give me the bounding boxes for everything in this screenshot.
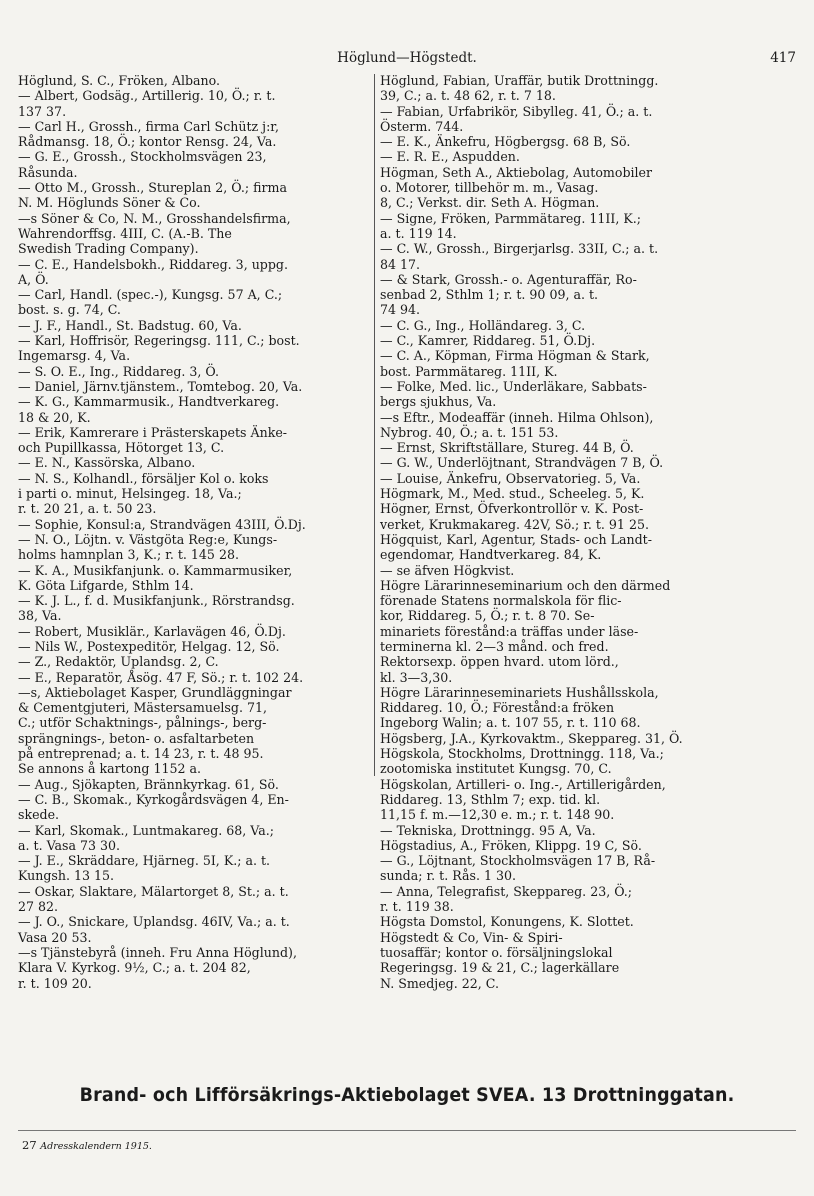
directory-entry-line: — Karl, Skomak., Luntmakareg. 68, Va.; — [18, 822, 275, 838]
directory-entry-line: sunda; r. t. Rås. 1 30. — [380, 868, 517, 884]
directory-entry-line: — Folke, Med. lic., Underläkare, Sabbats- — [380, 378, 647, 394]
directory-entry-line: Högsberg, J.A., Kyrkovaktm., Skeppareg. 31, Ö. — [380, 730, 683, 746]
directory-entry-line: — J. F., Handl., St. Badstug. 60, Va. — [18, 317, 242, 333]
directory-entry-line: N. M. Höglunds Söner & Co. — [18, 195, 201, 211]
directory-entry-line: — N. S., Kolhandl., försäljer Kol o. koks — [18, 470, 269, 486]
running-title: Höglund—Högstedt. — [337, 50, 477, 66]
directory-entry-line: verket, Krukmakareg. 42V, Sö.; r. t. 91 25. — [380, 516, 649, 532]
page-header — [18, 50, 796, 70]
directory-entry-line: a. t. 119 14. — [380, 225, 457, 241]
directory-entry-line: 137 37. — [18, 103, 67, 119]
directory-entry-line: — Ernst, Skriftställare, Stureg. 44 B, Ö. — [380, 440, 634, 456]
directory-entry-line: i parti o. minut, Helsingeg. 18, Va.; — [18, 486, 242, 502]
directory-entry-line: senbad 2, Sthlm 1; r. t. 90 09, a. t. — [380, 287, 599, 303]
directory-entry-line: & Cementgjuteri, Mästersamuelsg. 71, — [18, 700, 267, 716]
directory-entry-line: Högskolan, Artilleri- o. Ing.-, Artillerigården, — [380, 776, 666, 792]
directory-entry-line: 74 94. — [380, 302, 421, 318]
directory-entry-line: minariets förestånd:a träffas under läse- — [380, 623, 639, 639]
footer-label: Adresskalendern 1915. — [40, 1141, 152, 1152]
directory-entry-line: — se äfven Högkvist. — [380, 562, 515, 578]
directory-entry-line: — Karl, Hoffrisör, Regeringsg. 111, C.; bost. — [18, 333, 300, 349]
directory-entry-line: — K. A., Musikfanjunk. o. Kammarmusiker, — [18, 562, 293, 578]
directory-entry-line: Ingemarsg. 4, Va. — [18, 348, 131, 364]
directory-entry-line: kor, Riddareg. 5, Ö.; r. t. 8 70. Se- — [380, 608, 595, 624]
directory-entry-line: Ingeborg Walin; a. t. 107 55, r. t. 110 68. — [380, 715, 641, 731]
directory-entry-line: Högre Lärarinneseminariets Hushållsskola, — [380, 684, 659, 700]
directory-entry-line: — Albert, Godsäg., Artillerig. 10, Ö.; r. t. — [18, 88, 276, 104]
directory-entry-line: — J. O., Snickare, Uplandsg. 46IV, Va.; a. t. — [18, 914, 290, 930]
directory-entry-line: 38, Va. — [18, 608, 62, 624]
directory-entry-line: bost. Parmmätareg. 11II, K. — [380, 363, 558, 379]
directory-entry-line: 27 82. — [18, 899, 59, 915]
directory-entry-line: — Z., Redaktör, Uplandsg. 2, C. — [18, 654, 219, 670]
directory-entry-line: r. t. 20 21, a. t. 50 23. — [18, 501, 157, 517]
directory-entry-line: — Carl, Handl. (spec.-), Kungsg. 57 A, C.; — [18, 287, 283, 303]
directory-entry-line: 84 17. — [380, 256, 421, 272]
directory-entry-line: — Sophie, Konsul:a, Strandvägen 43III, Ö.Dj. — [18, 516, 306, 532]
directory-entry-line: Råsunda. — [18, 164, 78, 180]
directory-entry-line: — E., Reparatör, Åsög. 47 F, Sö.; r. t. 102 24. — [18, 669, 304, 685]
directory-entry-line: Högstadius, A., Fröken, Klippg. 19 C, Sö. — [380, 837, 642, 853]
directory-entry-line: —s, Aktiebolaget Kasper, Grundläggningar — [18, 684, 292, 700]
directory-entry-line: — E. R. E., Aspudden. — [380, 149, 520, 165]
left-column — [18, 73, 370, 991]
directory-entry-line: sprängnings-, beton- o. asfaltarbeten — [18, 730, 255, 746]
directory-entry-line: terminerna kl. 2—3 månd. och fred. — [380, 638, 609, 654]
directory-entry-line: — C. G., Ing., Holländareg. 3, C. — [380, 317, 586, 333]
directory-entry-line: Riddareg. 10, Ö.; Förestånd:a fröken — [380, 700, 615, 716]
directory-entry-line: Regeringsg. 19 & 21, C.; lagerkällare — [380, 960, 620, 976]
directory-entry-line: bergs sjukhus, Va. — [380, 394, 497, 410]
directory-entry-line: 8, C.; Verkst. dir. Seth A. Högman. — [380, 195, 600, 211]
page-footer — [22, 1138, 152, 1152]
directory-entry-line: o. Motorer, tillbehör m. m., Vasag. — [380, 180, 599, 196]
directory-entry-line: egendomar, Handtverkareg. 84, K. — [380, 547, 602, 563]
directory-entry-line: —s Eftr., Modeaffär (inneh. Hilma Ohlson), — [380, 409, 654, 425]
directory-entry-line: a. t. Vasa 73 30. — [18, 837, 121, 853]
directory-entry-line: — Erik, Kamrerare i Prästerskapets Änke- — [18, 424, 288, 440]
directory-entry-line: 39, C.; a. t. 48 62, r. t. 7 18. — [380, 88, 556, 104]
footer-divider — [18, 1130, 796, 1131]
directory-entry-line: Höglund, S. C., Fröken, Albano. — [18, 73, 221, 88]
advertisement-banner: Brand- och Lifförsäkrings-Aktiebolaget SVEA. 13 Drottninggatan. — [79, 1084, 735, 1106]
directory-entry-line: på entreprenad; a. t. 14 23, r. t. 48 95. — [18, 746, 264, 762]
directory-entry-line: Wahrendorffsg. 4III, C. (A.-B. The — [18, 225, 232, 241]
directory-entry-line: — C., Kamrer, Riddareg. 51, Ö.Dj. — [380, 333, 596, 349]
directory-entry-line: — E. K., Änkefru, Högbergsg. 68 B, Sö. — [380, 134, 631, 150]
directory-entry-line: Se annons å kartong 1152 a. — [18, 761, 202, 777]
directory-entry-line: 18 & 20, K. — [18, 409, 91, 425]
directory-entry-line: — C. E., Handelsbokh., Riddareg. 3, uppg. — [18, 256, 288, 272]
directory-entry-line: K. Göta Lifgarde, Sthlm 14. — [18, 577, 194, 593]
directory-entry-line: — Tekniska, Drottningg. 95 A, Va. — [380, 822, 596, 838]
directory-entry-line: — N. O., Löjtn. v. Västgöta Reg:e, Kungs- — [18, 531, 278, 547]
directory-entry-line: — & Stark, Grossh.- o. Agenturaffär, Ro- — [380, 271, 637, 287]
directory-entry-line: — K. J. L., f. d. Musikfanjunk., Rörstrandsg. — [18, 593, 295, 609]
directory-entry-line: — G. W., Underlöjtnant, Strandvägen 7 B, Ö. — [380, 455, 664, 471]
directory-entry-line: bost. s. g. 74, C. — [18, 302, 121, 318]
directory-entry-line: — K. G., Kammarmusik., Handtverkareg. — [18, 394, 280, 410]
directory-entry-line: — Fabian, Urfabrikör, Sibylleg. 41, Ö.; a. t. — [380, 103, 653, 119]
directory-entry-line: — E. N., Kassörska, Albano. — [18, 455, 196, 471]
directory-entry-line: — Daniel, Järnv.tjänstem., Tomtebog. 20, Va. — [18, 378, 303, 394]
directory-entry-line: Högquist, Karl, Agentur, Stads- och Landt- — [380, 531, 652, 547]
directory-entry-line: Klara V. Kyrkog. 9½, C.; a. t. 204 82, — [18, 960, 251, 976]
directory-entry-line: N. Smedjeg. 22, C. — [380, 975, 499, 991]
directory-entry-line: Högman, Seth A., Aktiebolag, Automobiler — [380, 164, 653, 180]
directory-entry-line: 11,15 f. m.—12,30 e. m.; r. t. 148 90. — [380, 807, 615, 823]
directory-entry-line: — C. A., Köpman, Firma Högman & Stark, — [380, 348, 650, 364]
directory-entry-line: Höglund, Fabian, Uraffär, butik Drottningg. — [380, 73, 659, 88]
directory-entry-line: holms hamnplan 3, K.; r. t. 145 28. — [18, 547, 239, 563]
directory-entry-line: Högner, Ernst, Öfverkontrollör v. K. Post- — [380, 501, 644, 517]
directory-entry-line: Rådmansg. 18, Ö.; kontor Rensg. 24, Va. — [18, 134, 277, 150]
directory-entry-line: Riddareg. 13, Sthlm 7; exp. tid. kl. — [380, 791, 601, 807]
directory-entry-line: r. t. 109 20. — [18, 975, 92, 991]
directory-entry-line: — Oskar, Slaktare, Mälartorget 8, St.; a. t. — [18, 883, 289, 899]
directory-entry-line: —s Söner & Co, N. M., Grosshandelsfirma, — [18, 210, 291, 226]
directory-entry-line: Högskola, Stockholms, Drottningg. 118, Va.; — [380, 746, 664, 762]
directory-entry-line: — Anna, Telegrafist, Skeppareg. 23, Ö.; — [380, 883, 633, 899]
directory-entry-line: A, Ö. — [18, 271, 49, 287]
directory-entry-line: zootomiska institutet Kungsg. 70, C. — [380, 761, 612, 777]
directory-entry-line: C.; utför Schaktnings-, pålnings-, berg- — [18, 715, 267, 731]
footer-number: 27 — [22, 1138, 37, 1152]
directory-entry-line: Nybrog. 40, Ö.; a. t. 151 53. — [380, 424, 559, 440]
directory-entry-line: — Aug., Sjökapten, Brännkyrkag. 61, Sö. — [18, 776, 279, 792]
directory-entry-line: — C. B., Skomak., Kyrkogårdsvägen 4, En- — [18, 791, 289, 807]
directory-entry-line: Vasa 20 53. — [18, 929, 92, 945]
directory-entry-line: — C. W., Grossh., Birgerjarlsg. 33II, C.; a. t. — [380, 241, 659, 257]
directory-entry-line: Högmark, M., Med. stud., Scheeleg. 5, K. — [380, 486, 645, 502]
directory-entry-line: Kungsh. 13 15. — [18, 868, 115, 884]
directory-entry-line: — Robert, Musiklär., Karlavägen 46, Ö.Dj. — [18, 623, 286, 639]
directory-entry-line: — Carl H., Grossh., firma Carl Schütz j:r, — [18, 118, 279, 134]
directory-entry-line: Österm. 744. — [380, 118, 464, 134]
directory-entry-line: skede. — [18, 807, 60, 823]
right-column — [380, 73, 798, 991]
directory-entry-line: Högsta Domstol, Konungens, K. Slottet. — [380, 914, 634, 930]
directory-entry-line: Högre Lärarinneseminarium och den därmed — [380, 577, 671, 593]
directory-entry-line: — Signe, Fröken, Parmmätareg. 11II, K.; — [380, 210, 642, 226]
directory-entry-line: Högstedt & Co, Vin- & Spiri- — [380, 929, 563, 945]
directory-entry-line: och Pupillkassa, Hötorget 13, C. — [18, 440, 225, 456]
page-number: 417 — [770, 50, 796, 66]
directory-entry-line: —s Tjänstebyrå (inneh. Fru Anna Höglund), — [18, 944, 297, 960]
directory-entry-line: — Nils W., Postexpeditör, Helgag. 12, Sö. — [18, 638, 280, 654]
directory-entry-line: tuosaffär; kontor o. försäljningslokal — [380, 944, 613, 960]
column-divider — [374, 74, 375, 776]
directory-entry-line: kl. 3—3,30. — [380, 669, 453, 685]
directory-entry-line: Rektorsexp. öppen hvard. utom lörd., — [380, 654, 619, 670]
directory-entry-line: r. t. 119 38. — [380, 899, 454, 915]
directory-entry-line: — Louise, Änkefru, Observatorieg. 5, Va. — [380, 470, 641, 486]
directory-entry-line: — G., Löjtnant, Stockholmsvägen 17 B, Rå- — [380, 853, 656, 869]
directory-entry-line: — G. E., Grossh., Stockholmsvägen 23, — [18, 149, 267, 165]
directory-entry-line: — S. O. E., Ing., Riddareg. 3, Ö. — [18, 363, 220, 379]
directory-entry-line: Swedish Trading Company). — [18, 241, 199, 257]
directory-entry-line: — Otto M., Grossh., Stureplan 2, Ö.; firma — [18, 180, 287, 196]
directory-entry-line: förenade Statens normalskola för flic- — [380, 593, 622, 609]
directory-entry-line: — J. E., Skräddare, Hjärneg. 5I, K.; a. t. — [18, 853, 271, 869]
